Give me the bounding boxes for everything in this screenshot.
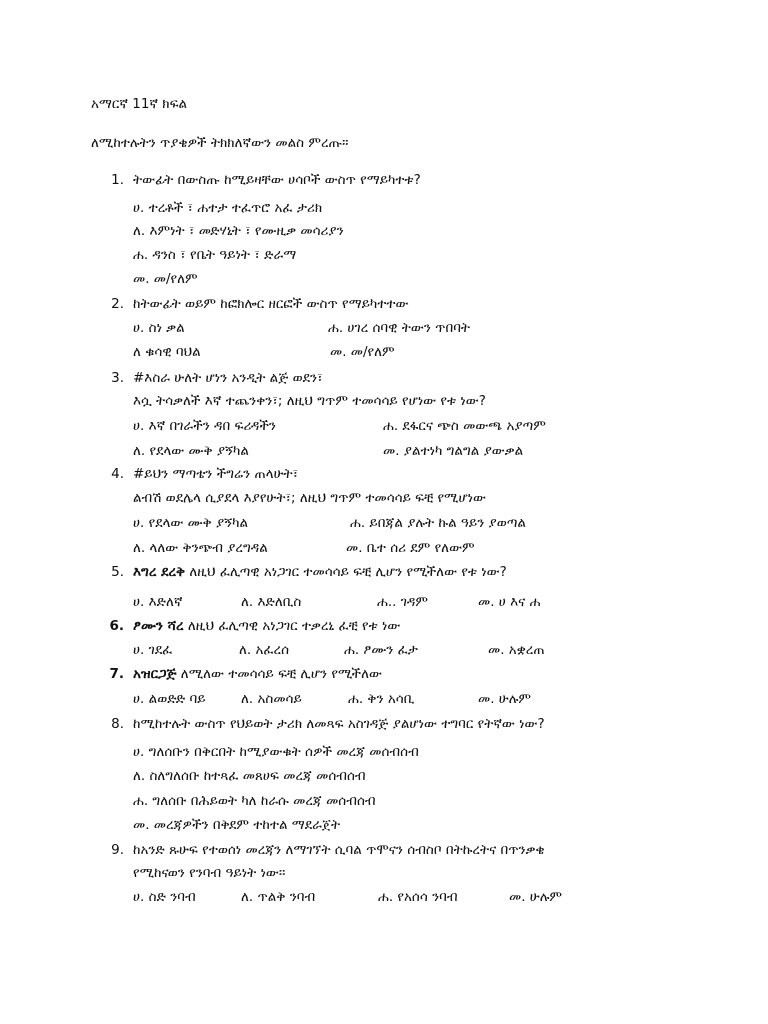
question-2-number: 2. xyxy=(111,296,124,312)
question-8-text: ከሚከተሉት ውስጥ የህይወት ታሪክ ለመጻፍ አስገዳጅ ያልሆነው ተግባር የትኛው ነው? xyxy=(133,716,545,732)
question-4-number: 4. xyxy=(111,466,124,482)
question-9-option-b: ለ. ጥልቅ ንባብ xyxy=(241,889,316,905)
question-9-option-a: ሀ. ስድ ንባብ xyxy=(133,889,196,905)
question-3-option-c: ሐ. ደፋርና ጭስ መውጫ አያጣም xyxy=(383,418,546,434)
question-6-number: 6. xyxy=(109,618,124,634)
question-8-option-c: ሐ. ግለሰቡ በሕይወት ካለ ከራሱ መረጃ መሰብሰብ xyxy=(133,793,376,809)
question-8-option-d: መ. መረጃዎችን በቅደም ተከተል ማደራጀት xyxy=(133,817,341,833)
question-1-option-a: ሀ. ተረቶች ፣ ሐተታ ተፈጥሮ አፈ ታሪክ xyxy=(133,200,323,216)
question-2-option-b: ለ ቁሳዊ ባህል xyxy=(133,344,201,360)
question-5-option-d: መ. ሀ እና ሐ xyxy=(478,594,541,610)
question-5-option-a: ሀ. እድለኛ xyxy=(133,594,183,610)
question-1-option-d: መ. መ/የለም xyxy=(133,271,198,287)
question-1-option-c: ሐ. ዳንስ ፣ የቤት ዓይነት ፣ ድራማ xyxy=(133,247,297,263)
question-7-option-b: ለ. አስመሳይ xyxy=(241,691,302,707)
question-4-option-c: ሐ. ይበጃል ያሉት ኩል ዓይን ያወጣል xyxy=(350,515,526,531)
question-4-option-d: መ. ቤተ ሰሪ ደም የለውም xyxy=(346,540,475,556)
question-9-text-line2: የሚከናወን የንባብ ዓይነት ነው፡፡ xyxy=(133,865,286,881)
question-7-number: 7. xyxy=(109,666,124,682)
question-8-option-a: ሀ. ግለሰቡን በቅርበት ከሚያውቁት ሰዎች መረጃ መሰብሰብ xyxy=(133,744,419,760)
worksheet-instruction: ለሚከተሉትን ጥያቄዎች ትክክለኛውን መልስ ምረጡ። xyxy=(91,135,349,151)
question-9-number: 9. xyxy=(111,842,124,858)
question-5-line xyxy=(133,563,507,581)
question-4-option-b: ለ. ላለው ቅንጭብ ያረግዳል xyxy=(133,540,268,556)
question-3-text: #እስራ ሁለት ሆነን አንዲት ልጅ ወደን፣ xyxy=(133,370,323,386)
question-6-option-c: ሐ. ፆሙን ፈታ xyxy=(344,642,418,658)
question-6-option-b: ለ. አፈረሰ xyxy=(239,642,290,658)
question-7-line xyxy=(133,665,382,683)
question-5-number: 5. xyxy=(111,564,124,580)
question-4-option-a: ሀ. የደላው ሙቅ ያኝካል xyxy=(133,515,249,531)
question-2-option-c: ሐ. ሀገረ ሰባዊ ትውን ጥበባት xyxy=(328,320,471,336)
question-9-text: ከአንድ ጹሁፍ የተወሰነ መረጃን ለማገኘት ሲባል ጥሞናን ሰብስቦ በትኩረትና በጥንቃቄ xyxy=(133,842,545,858)
question-3-text-line2: እሷ ትሳቃለች እኛ ተጨንቀን፣; ለዚህ ግጥም ተመሳሳይ የሆነው የቱ ነው? xyxy=(133,393,486,409)
question-4-text: #ይህን ማጣቴን ችግሬን ጠላሁት፣ xyxy=(133,466,299,482)
question-6-line xyxy=(133,617,400,635)
question-8-number: 8. xyxy=(111,716,124,732)
question-5-option-b: ለ. እድለቢስ xyxy=(241,594,302,610)
question-3-option-a: ሀ. እኛ በገራችን ዳበ ፍሪዳችን xyxy=(133,418,276,434)
question-5-option-c: ሐ.. ገዳም xyxy=(377,594,428,610)
question-7-term: አዝርጋጅ xyxy=(133,666,177,682)
question-1-number: 1. xyxy=(111,172,124,188)
question-3-option-d: መ. ያልተነካ ግልግል ያውቃል xyxy=(383,443,524,459)
question-9-option-d: መ. ሁሉም xyxy=(509,889,563,905)
question-3-option-b: ለ. የደላው ሙቅ ያኝካል xyxy=(133,443,249,459)
question-9-option-c: ሐ. የአሰሳ ንባብ xyxy=(378,889,458,905)
question-7-text: ለሚለው ተመሳሳይ ፍቺ ሊሆን የሚችለው xyxy=(176,666,382,682)
question-5-term: እግረ ደረቅ xyxy=(133,564,186,580)
question-3-number: 3. xyxy=(111,370,124,386)
question-1-option-b: ለ. እምነት ፣ መድሃኒት ፣ የሙዚቃ መሳሪያን xyxy=(133,223,344,239)
question-6-text: ለዚህ ፈሊጣዊ አነጋገር ተቃረኒ ፈቺ የቱ ነው xyxy=(183,618,401,634)
question-2-option-d: መ. መ/የለም xyxy=(330,344,395,360)
worksheet-title: አማርኛ 11ኛ ክፍል xyxy=(91,96,188,112)
question-6-option-d: መ. አቋረጠ xyxy=(488,642,545,658)
question-8-option-b: ለ. ስለግለሰቡ ከተጻፈ መጸሀፍ መረጃ መሰብሰብ xyxy=(133,768,366,784)
question-4-text-line2: ልብሽ ወደሌላ ሲያደላ እያየሁት፣; ለዚህ ግጥም ተመሳሳይ ፍቺ የሚሆነው xyxy=(133,490,486,506)
question-7-option-d: መ. ሁሉም xyxy=(478,691,532,707)
question-1-text: ትውፊት በውስጡ ከሚይዛቸው ሀሳቦች ውስጥ የማይካተቱ? xyxy=(133,172,421,188)
question-7-option-a: ሀ. ልወድድ ባይ xyxy=(133,691,206,707)
question-6-term: ፆሙን ሻረ xyxy=(133,618,184,634)
question-2-option-a: ሀ. ስነ ቃል xyxy=(133,320,185,336)
question-2-text: ከትውፊት ወይም ከፎክሎር ዘርፎች ውስጥ የማይካተተው xyxy=(133,296,409,312)
question-6-option-a: ሀ. ገደፈ xyxy=(133,642,173,658)
question-7-option-c: ሐ. ቅን አሳቢ xyxy=(348,691,415,707)
question-5-text: ለዚህ ፈሊጣዊ አነጋገር ተመሳሳይ ፍቺ ሊሆን የሚችለው የቱ ነው? xyxy=(185,564,507,580)
